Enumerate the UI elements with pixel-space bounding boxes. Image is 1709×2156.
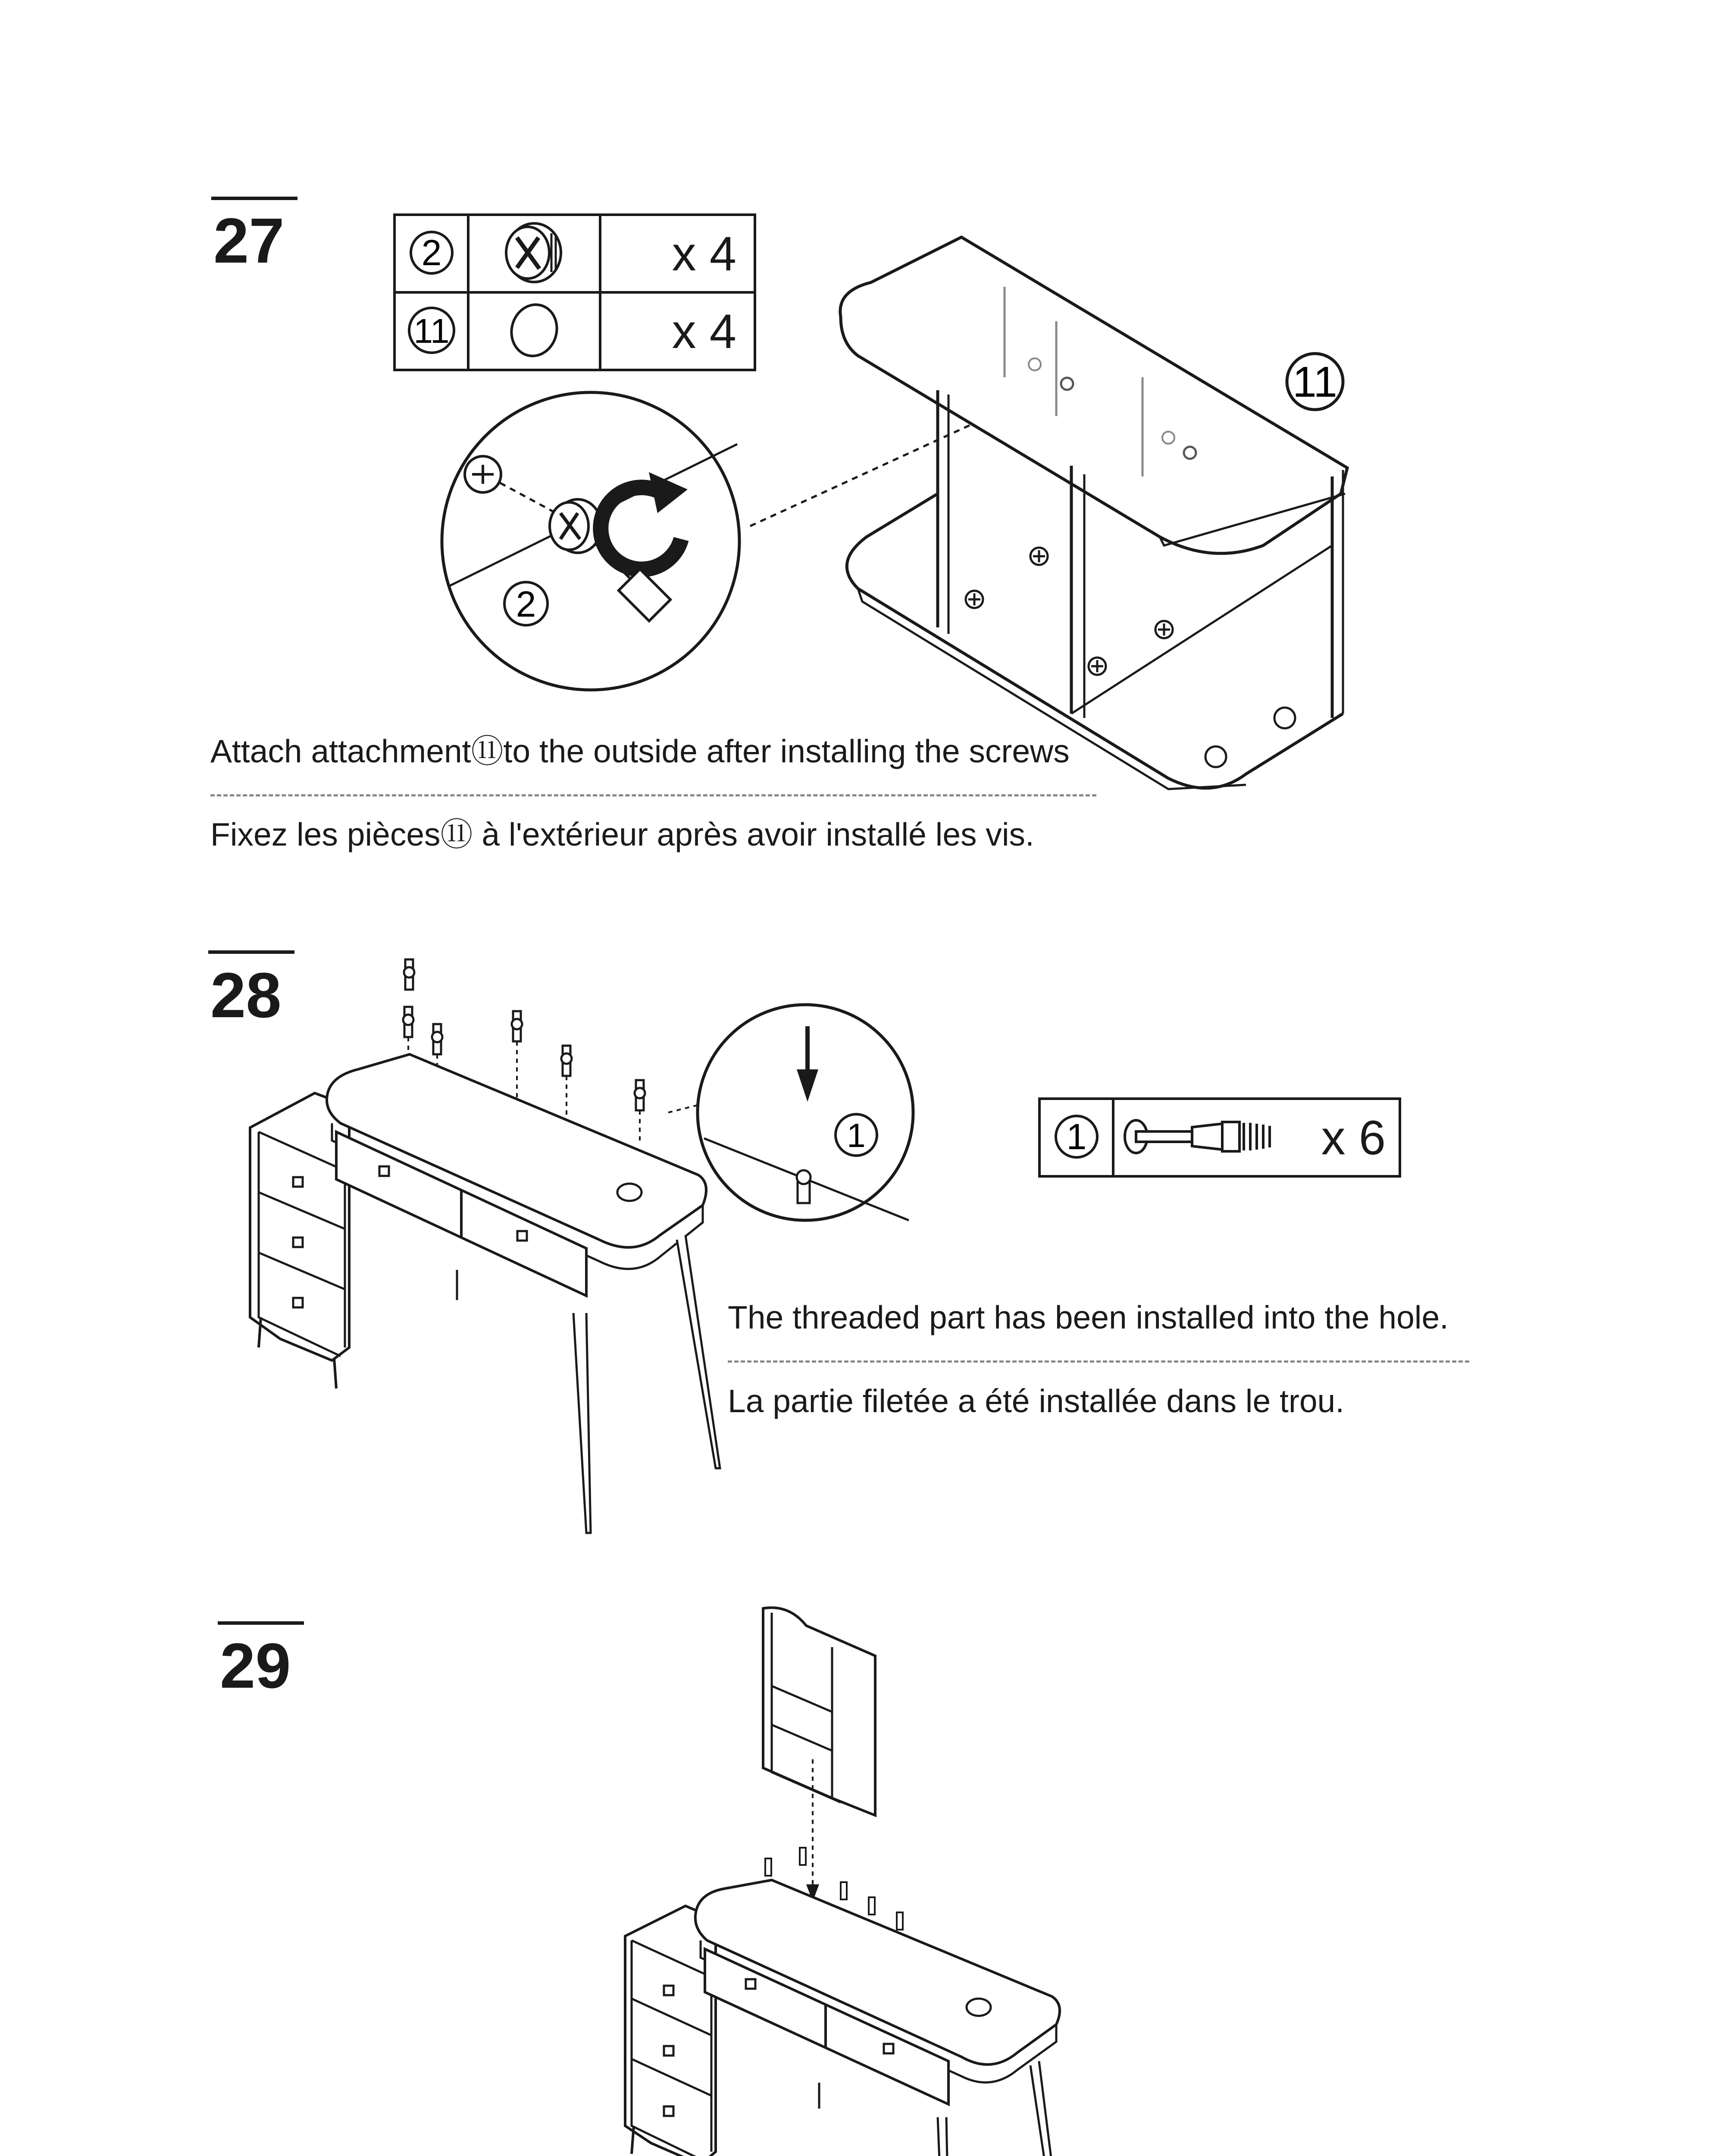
svg-text:11: 11 [413,311,450,350]
step-27-instruction-fr: Fixez les pièces⑪ à l'extérieur après avoir installé les vis. [210,816,1034,852]
part-2-label-cell [394,215,468,292]
step-29-bar [218,1621,304,1625]
step-28-bar [208,950,294,954]
step-28-instruction-en: The threaded part has been installed into the hole. [728,1299,1449,1335]
step-27-detail-illustration [440,384,759,694]
svg-text:11: 11 [1293,358,1337,406]
cover-cap-icon [468,292,600,370]
step-28-desk-illustration [246,959,729,1542]
step-27-divider [210,794,1096,796]
step-27-parts-table [393,213,756,371]
step-28-detail-illustration [693,1000,917,1225]
cam-bolt-icon [1113,1099,1296,1176]
part-11-circled-number [406,307,457,354]
svg-text:2: 2 [421,232,441,273]
step-27-number: 27 [213,205,285,276]
cam-lock-icon [468,215,600,292]
step-27-bar [211,197,297,200]
svg-text:2: 2 [516,584,536,624]
part-2-circled-number [408,229,455,276]
step-27-instruction-en: Attach attachment⑪to the outside after installing the screws [210,733,1070,769]
part-2-qty: x 4 [600,215,755,292]
step-28-number: 28 [210,960,282,1031]
step-28-parts-table [1038,1097,1401,1178]
step-29-number: 29 [220,1630,291,1702]
step-28-divider [728,1360,1469,1363]
part-1-circled-number [1053,1113,1100,1160]
svg-text:1: 1 [1066,1116,1086,1157]
step-27-cabinet-illustration [832,235,1362,804]
step-28-instruction-fr: La partie filetée a été installée dans le trou. [728,1383,1345,1419]
svg-text:1: 1 [847,1116,866,1154]
part-11-label-cell [394,292,468,370]
step-29-assembly-illustration [617,1608,1069,2156]
part-11-qty: x 4 [600,292,755,370]
part-1-qty: x 6 [1296,1099,1400,1176]
part-1-label-cell [1039,1099,1113,1176]
